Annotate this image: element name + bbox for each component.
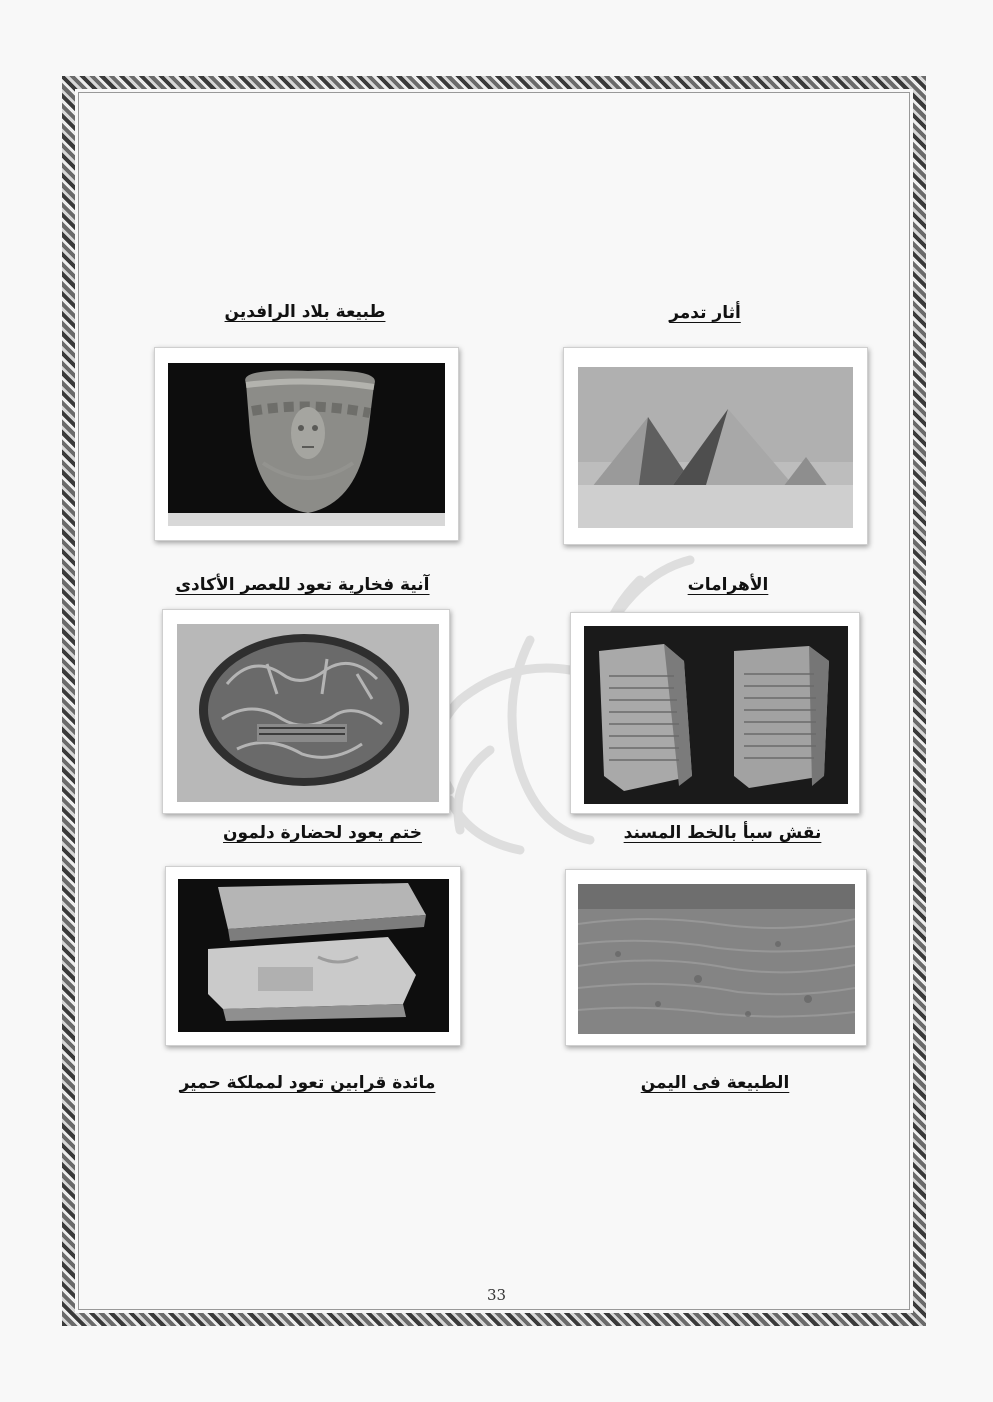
photo-frame-vessel [154,347,459,541]
caption-palmyra: أثار تدمر [669,303,741,323]
caption-dilmun-seal: ختم يعود لحضارة دلمون [223,823,422,843]
caption-himyar-table: مائدة قرابين تعود لمملكة حمير [179,1073,436,1093]
dilmun-seal-photo [177,624,439,802]
photo-frame-table [165,866,461,1046]
page-number: 33 [486,1286,507,1304]
caption-pyramids: الأهرامات [687,575,769,595]
photo-frame-inscription [570,612,860,814]
saba-inscription-photo [584,626,848,804]
caption-yemen-nature: الطبيعة فى اليمن [640,1073,790,1093]
caption-saba-inscription: نقش سبأ بالخط المسند [623,823,822,843]
photo-frame-seal [162,609,450,814]
photo-frame-pyramids [563,347,868,545]
caption-akkadian-vessel: آنية فخارية تعود للعصر الأكادى [175,575,430,595]
himyar-table-photo [178,879,449,1032]
akkadian-vessel-photo [168,363,445,526]
yemen-nature-photo [578,884,855,1034]
pyramids-photo [578,367,853,528]
caption-mesopotamia: طبيعة بلاد الرافدين [224,302,386,322]
photo-frame-yemen [565,869,867,1046]
